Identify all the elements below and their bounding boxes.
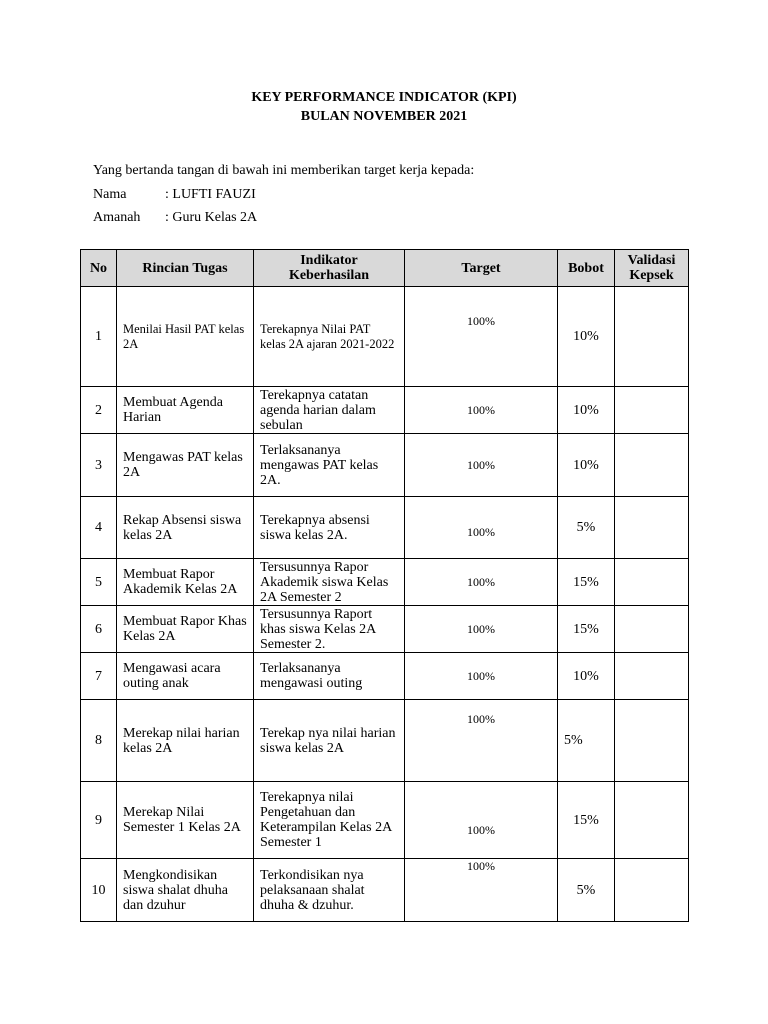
amanah-field bbox=[93, 210, 257, 226]
row-target-cell bbox=[405, 859, 558, 922]
row-bobot: 5% bbox=[558, 497, 615, 559]
row-no: 9 bbox=[81, 782, 117, 859]
row-no: 10 bbox=[81, 859, 117, 922]
table-row bbox=[81, 606, 689, 653]
row-no: 2 bbox=[81, 387, 117, 434]
row-validasi[interactable] bbox=[615, 700, 689, 782]
row-target: 100% bbox=[467, 457, 495, 472]
document-title: KEY PERFORMANCE INDICATOR (KPI) bbox=[251, 90, 517, 105]
row-target-cell bbox=[405, 700, 558, 782]
row-validasi[interactable] bbox=[615, 559, 689, 606]
header-indikator: Indikator Keberhasilan bbox=[254, 250, 405, 287]
table-row bbox=[81, 559, 689, 606]
table-row bbox=[81, 387, 689, 434]
amanah-label: Amanah bbox=[93, 210, 141, 225]
row-indicator: Terekapnya Nilai PAT kelas 2A ajaran 2021-2022 bbox=[254, 287, 405, 387]
nama-field bbox=[93, 187, 256, 203]
intro-text: Yang bertanda tangan di bawah ini memberikan target kerja kepada: bbox=[93, 163, 475, 178]
table-row bbox=[81, 782, 689, 859]
row-validasi[interactable] bbox=[615, 653, 689, 700]
table-row bbox=[81, 287, 689, 387]
row-target-cell bbox=[405, 434, 558, 497]
row-task: Membuat Agenda Harian bbox=[117, 387, 254, 434]
document-subtitle: BULAN NOVEMBER 2021 bbox=[300, 109, 468, 124]
row-task: Merekap nilai harian kelas 2A bbox=[117, 700, 254, 782]
header-target: Target bbox=[405, 250, 558, 287]
row-indicator: Tersusunnya Raport khas siswa Kelas 2A Semester 2. bbox=[254, 606, 405, 653]
row-validasi[interactable] bbox=[615, 287, 689, 387]
row-validasi[interactable] bbox=[615, 606, 689, 653]
header-rincian-tugas: Rincian Tugas bbox=[117, 250, 254, 287]
row-indicator: Terekapnya catatan agenda harian dalam sebulan bbox=[254, 387, 405, 434]
row-target: 100% bbox=[467, 823, 495, 837]
row-target: 100% bbox=[467, 402, 495, 417]
row-target: 100% bbox=[467, 574, 495, 589]
header-bobot: Bobot bbox=[558, 250, 615, 287]
row-bobot: 10% bbox=[558, 434, 615, 497]
row-validasi[interactable] bbox=[615, 387, 689, 434]
row-no: 3 bbox=[81, 434, 117, 497]
row-indicator: Terekapnya absensi siswa kelas 2A. bbox=[254, 497, 405, 559]
table-row bbox=[81, 497, 689, 559]
row-target: 100% bbox=[467, 314, 495, 328]
row-task: Mengkondisikan siswa shalat dhuha dan dzuhur bbox=[117, 859, 254, 922]
row-task: Mengawasi acara outing anak bbox=[117, 653, 254, 700]
row-indicator: Terekap nya nilai harian siswa kelas 2A bbox=[254, 700, 405, 782]
row-target-cell bbox=[405, 287, 558, 387]
row-bobot: 15% bbox=[558, 559, 615, 606]
nama-label: Nama bbox=[93, 187, 127, 202]
table-row bbox=[81, 700, 689, 782]
row-task: Mengawas PAT kelas 2A bbox=[117, 434, 254, 497]
header-no: No bbox=[81, 250, 117, 287]
row-target: 100% bbox=[467, 668, 495, 683]
table-row bbox=[81, 859, 689, 922]
nama-value: : LUFTI FAUZI bbox=[165, 187, 256, 202]
row-no: 6 bbox=[81, 606, 117, 653]
row-no: 7 bbox=[81, 653, 117, 700]
row-validasi[interactable] bbox=[615, 859, 689, 922]
row-validasi[interactable] bbox=[615, 782, 689, 859]
row-bobot: 10% bbox=[558, 287, 615, 387]
row-bobot: 10% bbox=[558, 653, 615, 700]
kpi-table bbox=[80, 249, 689, 922]
row-bobot: 15% bbox=[558, 782, 615, 859]
row-no: 8 bbox=[81, 700, 117, 782]
row-indicator: Terlaksananya mengawasi outing bbox=[254, 653, 405, 700]
row-no: 5 bbox=[81, 559, 117, 606]
table-row bbox=[81, 434, 689, 497]
row-task: Membuat Rapor Akademik Kelas 2A bbox=[117, 559, 254, 606]
row-indicator: Tersusunnya Rapor Akademik siswa Kelas 2A Semester 2 bbox=[254, 559, 405, 606]
row-validasi[interactable] bbox=[615, 497, 689, 559]
row-indicator: Terkondisikan nya pelaksanaan shalat dhuha & dzuhur. bbox=[254, 859, 405, 922]
table-row bbox=[81, 653, 689, 700]
row-bobot: 5% bbox=[558, 859, 615, 922]
row-target-cell bbox=[405, 782, 558, 859]
row-target: 100% bbox=[467, 621, 495, 636]
row-target: 100% bbox=[467, 712, 495, 726]
row-indicator: Terlaksananya mengawas PAT kelas 2A. bbox=[254, 434, 405, 497]
row-no: 4 bbox=[81, 497, 117, 559]
row-task: Rekap Absensi siswa kelas 2A bbox=[117, 497, 254, 559]
row-no: 1 bbox=[81, 287, 117, 387]
row-bobot: 10% bbox=[558, 387, 615, 434]
row-target-cell bbox=[405, 387, 558, 434]
row-indicator: Terekapnya nilai Pengetahuan dan Keterampilan Kelas 2A Semester 1 bbox=[254, 782, 405, 859]
row-target-cell bbox=[405, 497, 558, 559]
amanah-value: : Guru Kelas 2A bbox=[165, 210, 258, 225]
row-task: Menilai Hasil PAT kelas 2A bbox=[117, 287, 254, 387]
row-bobot: 5% bbox=[558, 700, 615, 782]
table-header-row bbox=[81, 250, 689, 287]
row-task: Membuat Rapor Khas Kelas 2A bbox=[117, 606, 254, 653]
row-target: 100% bbox=[467, 525, 495, 539]
row-target: 100% bbox=[467, 859, 495, 873]
row-task: Merekap Nilai Semester 1 Kelas 2A bbox=[117, 782, 254, 859]
row-target-cell bbox=[405, 653, 558, 700]
row-target-cell bbox=[405, 559, 558, 606]
row-bobot: 15% bbox=[558, 606, 615, 653]
row-validasi[interactable] bbox=[615, 434, 689, 497]
row-target-cell bbox=[405, 606, 558, 653]
header-validasi: Validasi Kepsek bbox=[615, 250, 689, 287]
